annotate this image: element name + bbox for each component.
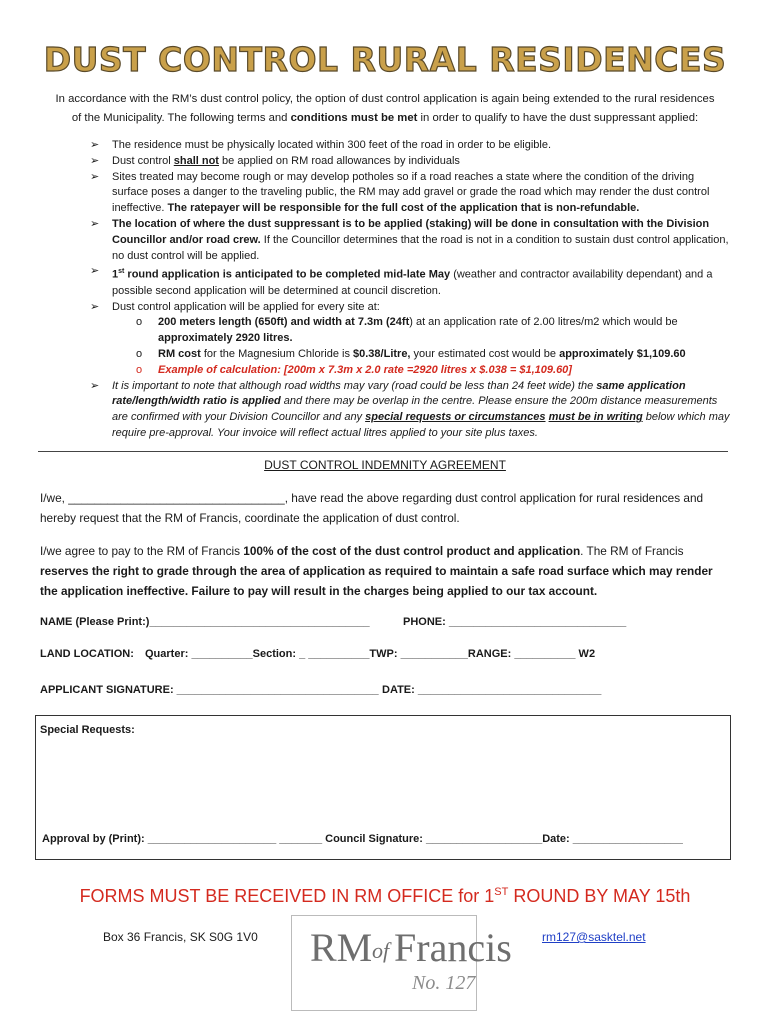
detail-text: for the Magnesium Chloride is — [200, 348, 354, 361]
detail-emphasis: 200 meters length (650ft) and width at 7.3m (24ft — [158, 316, 410, 329]
email-link[interactable]: rm127@sasktel.net — [542, 930, 646, 944]
agreement-text: I/we agree to pay to the RM of Francis — [40, 544, 244, 558]
logo-francis: Francis — [394, 925, 512, 970]
logo-of: of — [372, 938, 390, 963]
special-requests-label: Special Requests: — [40, 724, 135, 736]
term-every-site — [90, 300, 730, 379]
arrow-bullet-icon: ➢ — [90, 154, 100, 167]
terms-list — [90, 138, 730, 442]
logo-number: No. 127 — [412, 972, 476, 994]
term-emphasis: shall not — [173, 154, 219, 167]
intro-line-2c: in order to qualify to have the dust suppressant applied: — [417, 112, 699, 124]
detail-text: your estimated cost would be — [410, 348, 560, 361]
term-text: If the Councillor determines that the road is not in a condition to sustain dust control application, no dust control will be applied. — [112, 233, 729, 262]
document-title: DUST CONTROL RURAL RESIDENCES — [43, 40, 727, 79]
office-address: Box 36 Francis, SK S0G 1V0 — [103, 930, 258, 944]
site-detail-length — [136, 315, 730, 347]
note-emphasis: same application rate/length/width ratio is applied — [112, 379, 686, 408]
detail-emphasis: approximately $1,109.60 — [559, 348, 686, 361]
detail-emphasis: approximately 2920 litres. — [158, 332, 293, 345]
agreement-emphasis: reserves the right to grade through the area of application as required to maintain a safe road surface which may render the application ineffective. Failure to pay will result in the charges being applied to our tax account. — [40, 564, 713, 598]
term-sites-treated — [90, 170, 730, 217]
circle-bullet-icon: o — [136, 316, 143, 329]
forms-sup: ST — [494, 886, 509, 898]
phone-field-row — [403, 616, 626, 628]
circle-bullet-icon: o — [136, 363, 143, 376]
detail-emphasis: RM cost — [158, 348, 201, 361]
agreement-paragraph-2 — [40, 541, 730, 601]
arrow-bullet-icon: ➢ — [90, 139, 100, 151]
term-residence — [90, 138, 730, 154]
agreement-text: . The RM of Francis — [580, 544, 684, 558]
agreement-paragraph-1: I/we, _________________________________, have read the above regarding dust control application for rural residences and hereby request that the RM of Francis, coordinate the application of dust control. — [40, 491, 704, 525]
agreement-title: DUST CONTROL INDEMNITY AGREEMENT — [264, 458, 506, 472]
term-first-round — [90, 264, 730, 299]
arrow-bullet-icon: ➢ — [90, 217, 100, 230]
section-divider — [38, 451, 728, 452]
term-location — [90, 217, 730, 264]
term-text: The residence must be physically located within 300 feet of the road in order to be eligible. — [112, 139, 552, 151]
site-detail-list — [112, 315, 730, 378]
term-text: (weather and contractor availability dependant) and a possible second application will be determined at council discretion. — [112, 269, 713, 297]
phone-field[interactable]: PHONE: _____________________________ — [403, 616, 627, 628]
term-emphasis: The location of where the dust suppressant is to be applied (staking) will be done in consultation with the Division Councillor and/or road crew. — [112, 217, 710, 246]
intro-line-2a: of the Municipality. The following terms and — [71, 112, 291, 124]
term-emphasis: round application is anticipated to be completed mid-late May — [124, 269, 451, 282]
special-requests-box[interactable] — [35, 715, 731, 860]
intro-paragraph — [40, 90, 730, 128]
circle-bullet-icon: o — [136, 348, 143, 361]
rm-of-francis-logo — [291, 915, 512, 1011]
applicant-signature-field[interactable]: APPLICANT SIGNATURE: _________________________________ — [40, 684, 379, 696]
intro-line-1: In accordance with the RM’s dust control policy, the option of dust control application is again being extended to the rural residences — [55, 93, 715, 105]
logo-rm: RM — [310, 925, 373, 970]
land-location-label: LAND LOCATION: — [40, 648, 134, 660]
note-text: below which may require pre-approval. Your invoice will reflect actual litres applied to your site plus taxes. — [112, 411, 730, 439]
term-emphasis: 1 — [112, 269, 119, 282]
land-location-fields[interactable]: Quarter: __________Section: _ __________TWP: ___________RANGE: __________ W2 — [145, 648, 596, 660]
arrow-bullet-icon: ➢ — [90, 170, 100, 183]
term-text: Dust control — [112, 154, 174, 167]
site-detail-cost — [136, 347, 730, 363]
forms-text: ROUND BY MAY 15th — [508, 886, 691, 906]
term-text: be applied on RM road allowances by individuals — [218, 154, 460, 167]
intro-conditions: conditions must be met — [290, 112, 418, 124]
note-emphasis: special requests or circumstances — [365, 411, 546, 424]
term-sup: st — [118, 268, 125, 276]
agreement-emphasis: 100% of the cost of the dust control product and application — [243, 544, 581, 558]
name-field[interactable]: NAME (Please Print:)____________________________________ — [40, 616, 370, 628]
date-field[interactable]: DATE: ______________________________ — [382, 684, 602, 696]
term-note — [90, 379, 730, 442]
term-text: Sites treated may become rough or may develop potholes so if a road reaches a state where the condition of the driving surface poses a danger to the traveling public, the RM may add gravel or grade the road which may render the dust control ineffective. — [112, 170, 710, 215]
note-emphasis: must be in writing — [548, 411, 643, 424]
detail-example: Example of calculation: [200m x 7.3m x 2.0 rate =2920 litres x $.038 = $1,109.60] — [158, 363, 572, 376]
arrow-bullet-icon: ➢ — [90, 265, 100, 278]
note-text: It is important to note that although road widths may vary (road could be less than 24 feet wide) the — [112, 379, 597, 392]
term-text: Dust control application will be applied for every site at: — [112, 300, 380, 313]
site-detail-example — [136, 363, 730, 379]
approval-line[interactable]: Approval by (Print): _____________________ _______ Council Signature: ___________________Date: __________________ — [42, 833, 683, 845]
term-road-allowance — [90, 154, 730, 170]
detail-text: ) at an application rate of 2.00 litres/m2 which would be — [409, 316, 678, 329]
term-emphasis: The ratepayer will be responsible for the full cost of the application that is non-refundable. — [167, 202, 640, 215]
arrow-bullet-icon: ➢ — [90, 300, 100, 313]
note-text: and there may be overlap in the centre. Please ensure the 200m distance measurements are confirmed with your Division Councillor and any — [112, 395, 718, 424]
forms-text: FORMS MUST BE RECEIVED IN RM OFFICE for 1 — [79, 886, 495, 906]
arrow-bullet-icon: ➢ — [90, 379, 100, 392]
name-field-row — [40, 616, 370, 628]
detail-emphasis: $0.38/Litre, — [353, 348, 411, 361]
forms-deadline-notice — [0, 886, 770, 907]
